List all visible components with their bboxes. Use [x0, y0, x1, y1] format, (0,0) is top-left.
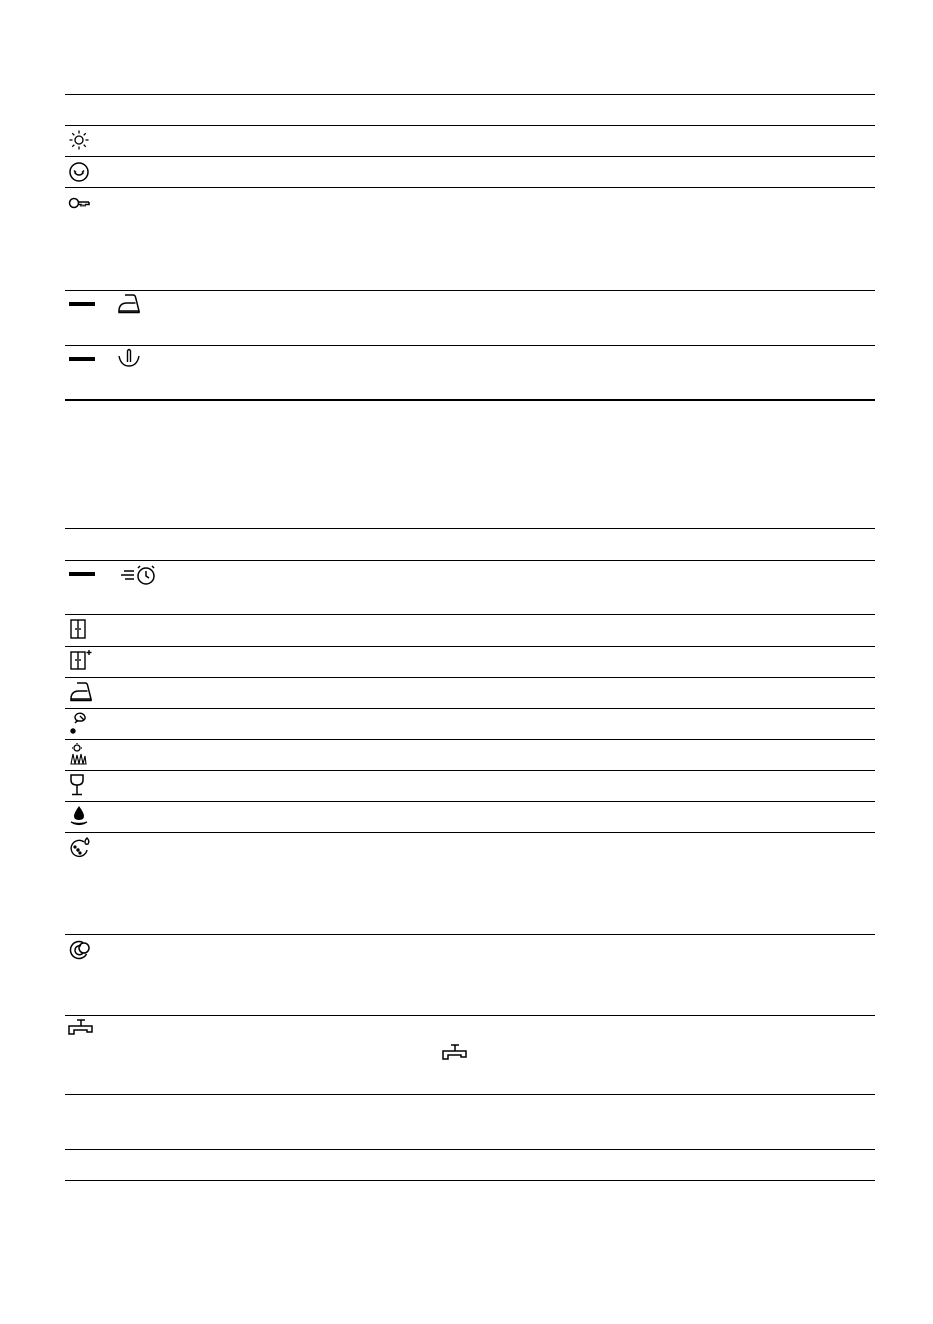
table-rule	[65, 187, 875, 188]
table-rule	[65, 94, 875, 95]
table-rule	[65, 399, 875, 401]
table-rule	[65, 1149, 875, 1150]
table-rule	[65, 934, 875, 935]
table-rule	[65, 156, 875, 157]
table-rule	[65, 770, 875, 771]
iron-icon	[116, 292, 142, 314]
wardrobe-icon	[69, 618, 87, 640]
brightness-icon	[68, 129, 90, 151]
table-rule	[65, 1015, 875, 1016]
tap-icon	[442, 1043, 468, 1065]
iron-icon	[68, 680, 94, 702]
tap-icon	[68, 1018, 94, 1040]
table-rule	[65, 677, 875, 678]
basin-drain-icon	[117, 347, 141, 369]
outdoor-icon	[69, 742, 89, 766]
dash-marker	[69, 572, 95, 576]
table-rule	[65, 1180, 875, 1181]
fast-time-icon	[118, 563, 158, 587]
table-rule	[65, 290, 875, 291]
water-drop-icon	[69, 804, 89, 828]
dash-marker	[69, 302, 95, 306]
table-rule	[65, 646, 875, 647]
wardrobe-plus-icon	[69, 649, 93, 671]
stain-icon	[69, 711, 89, 735]
table-rule	[65, 708, 875, 709]
dash-marker	[69, 357, 95, 361]
table-rule	[65, 1094, 875, 1095]
table-rule	[65, 528, 875, 529]
table-rule	[65, 560, 875, 561]
key-icon	[68, 195, 90, 211]
drum-icon	[68, 939, 92, 961]
table-rule	[65, 832, 875, 833]
drum-clean-icon	[68, 836, 92, 860]
smiley-icon	[68, 161, 90, 183]
table-rule	[65, 739, 875, 740]
delicate-glass-icon	[69, 773, 85, 797]
table-rule	[65, 125, 875, 126]
table-rule	[65, 345, 875, 346]
table-rule	[65, 801, 875, 802]
table-rule	[65, 614, 875, 615]
